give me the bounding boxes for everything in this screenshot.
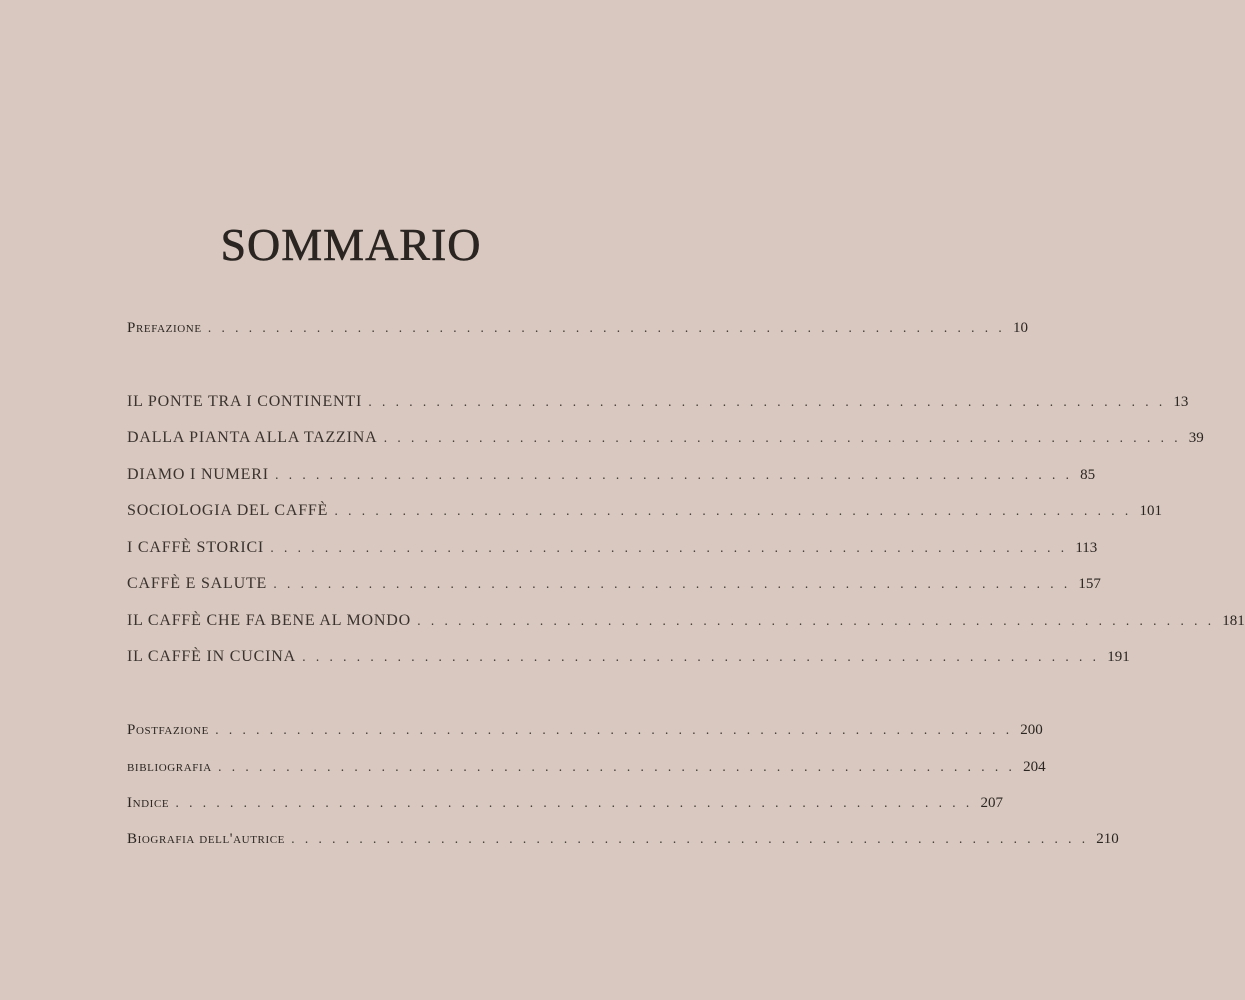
toc-entry-label: I CAFFÈ STORICI: [127, 539, 265, 556]
leader-dots: . . . . . . . . . . . . . . . . . . . . . . . . . . . . . . . . . . . . . . . . . . . . . . . . . . . . . . . . . . .: [175, 796, 973, 810]
toc-entry-chapter[interactable]: [127, 612, 1245, 634]
toc-entry-prefazione[interactable]: [127, 320, 1028, 342]
toc-entry-indice[interactable]: [127, 795, 1003, 817]
leader-dots: . . . . . . . . . . . . . . . . . . . . . . . . . . . . . . . . . . . . . . . . . . . . . . . . . . . . . . . . . . .: [383, 431, 1181, 445]
toc-entry-page: 113: [1075, 540, 1098, 556]
toc-entry-page: 200: [1020, 722, 1043, 738]
toc-entry-label: IL CAFFÈ IN CUCINA: [127, 648, 296, 665]
toc-entry-chapter[interactable]: [127, 393, 1189, 415]
toc-entry-label: IL PONTE TRA I CONTINENTI: [127, 393, 363, 410]
toc-entry-label: Prefazione: [127, 320, 202, 336]
leader-dots: . . . . . . . . . . . . . . . . . . . . . . . . . . . . . . . . . . . . . . . . . . . . . . . . . . . . . . . . . . .: [270, 541, 1068, 555]
toc-entry-biografia[interactable]: [127, 831, 1119, 853]
leader-dots: . . . . . . . . . . . . . . . . . . . . . . . . . . . . . . . . . . . . . . . . . . . . . . . . . . . . . . . . . . .: [217, 760, 1016, 774]
leader-dots: . . . . . . . . . . . . . . . . . . . . . . . . . . . . . . . . . . . . . . . . . . . . . . . . . . . . . . . . . . .: [273, 577, 1071, 591]
toc-entry-label: bibliografia: [127, 759, 212, 775]
toc-entry-page: 204: [1023, 759, 1046, 775]
page-title: SOMMARIO: [220, 219, 482, 270]
toc-entry-chapter[interactable]: [127, 648, 1130, 670]
toc-entry-page: 13: [1173, 394, 1189, 410]
toc-entry-page: 181: [1222, 613, 1245, 629]
toc-entry-postfazione[interactable]: [127, 722, 1043, 744]
toc-entry-page: 157: [1078, 576, 1101, 592]
toc-entry-label: DALLA PIANTA ALLA TAZZINA: [127, 429, 378, 446]
toc-entry-chapter[interactable]: [127, 502, 1162, 524]
leader-dots: . . . . . . . . . . . . . . . . . . . . . . . . . . . . . . . . . . . . . . . . . . . . . . . . . . . . . . . . . . .: [301, 650, 1100, 664]
leader-dots: . . . . . . . . . . . . . . . . . . . . . . . . . . . . . . . . . . . . . . . . . . . . . . . . . . . . . . . . . . .: [416, 614, 1215, 628]
toc-entry-page: 207: [980, 795, 1003, 811]
leader-dots: . . . . . . . . . . . . . . . . . . . . . . . . . . . . . . . . . . . . . . . . . . . . . . . . . . . . . . . . . . .: [274, 468, 1073, 482]
toc-entry-chapter[interactable]: [127, 575, 1101, 597]
leader-dots: . . . . . . . . . . . . . . . . . . . . . . . . . . . . . . . . . . . . . . . . . . . . . . . . . . . . . . . . . . .: [214, 723, 1013, 737]
toc-entry-page: 10: [1012, 320, 1028, 336]
toc-entry-bibliografia[interactable]: [127, 759, 1046, 781]
leader-dots: . . . . . . . . . . . . . . . . . . . . . . . . . . . . . . . . . . . . . . . . . . . . . . . . . . . . . . . . . . .: [290, 832, 1089, 846]
toc-entry-page: 191: [1107, 649, 1130, 665]
leader-dots: . . . . . . . . . . . . . . . . . . . . . . . . . . . . . . . . . . . . . . . . . . . . . . . . . . . . . . . . . . .: [207, 321, 1005, 335]
toc-entry-page: 39: [1188, 430, 1204, 446]
toc-entry-page: 85: [1080, 467, 1096, 483]
toc-entry-label: DIAMO I NUMERI: [127, 466, 269, 483]
toc-entry-label: IL CAFFÈ CHE FA BENE AL MONDO: [127, 612, 411, 629]
leader-dots: . . . . . . . . . . . . . . . . . . . . . . . . . . . . . . . . . . . . . . . . . . . . . . . . . . . . . . . . . . .: [368, 395, 1166, 409]
table-of-contents: [127, 0, 1245, 1000]
toc-entry-label: Postfazione: [127, 722, 209, 738]
leader-dots: . . . . . . . . . . . . . . . . . . . . . . . . . . . . . . . . . . . . . . . . . . . . . . . . . . . . . . . . . . .: [334, 504, 1132, 518]
toc-entry-page: 101: [1139, 503, 1162, 519]
toc-entry-chapter[interactable]: [127, 466, 1096, 488]
toc-entry-label: Biografia dell'autrice: [127, 831, 285, 847]
toc-entry-chapter[interactable]: [127, 539, 1098, 561]
toc-entry-label: CAFFÈ E SALUTE: [127, 575, 268, 592]
toc-entry-label: SOCIOLOGIA DEL CAFFÈ: [127, 502, 329, 519]
toc-entry-label: Indice: [127, 795, 170, 811]
toc-entry-chapter[interactable]: [127, 429, 1204, 451]
toc-entry-page: 210: [1096, 831, 1119, 847]
